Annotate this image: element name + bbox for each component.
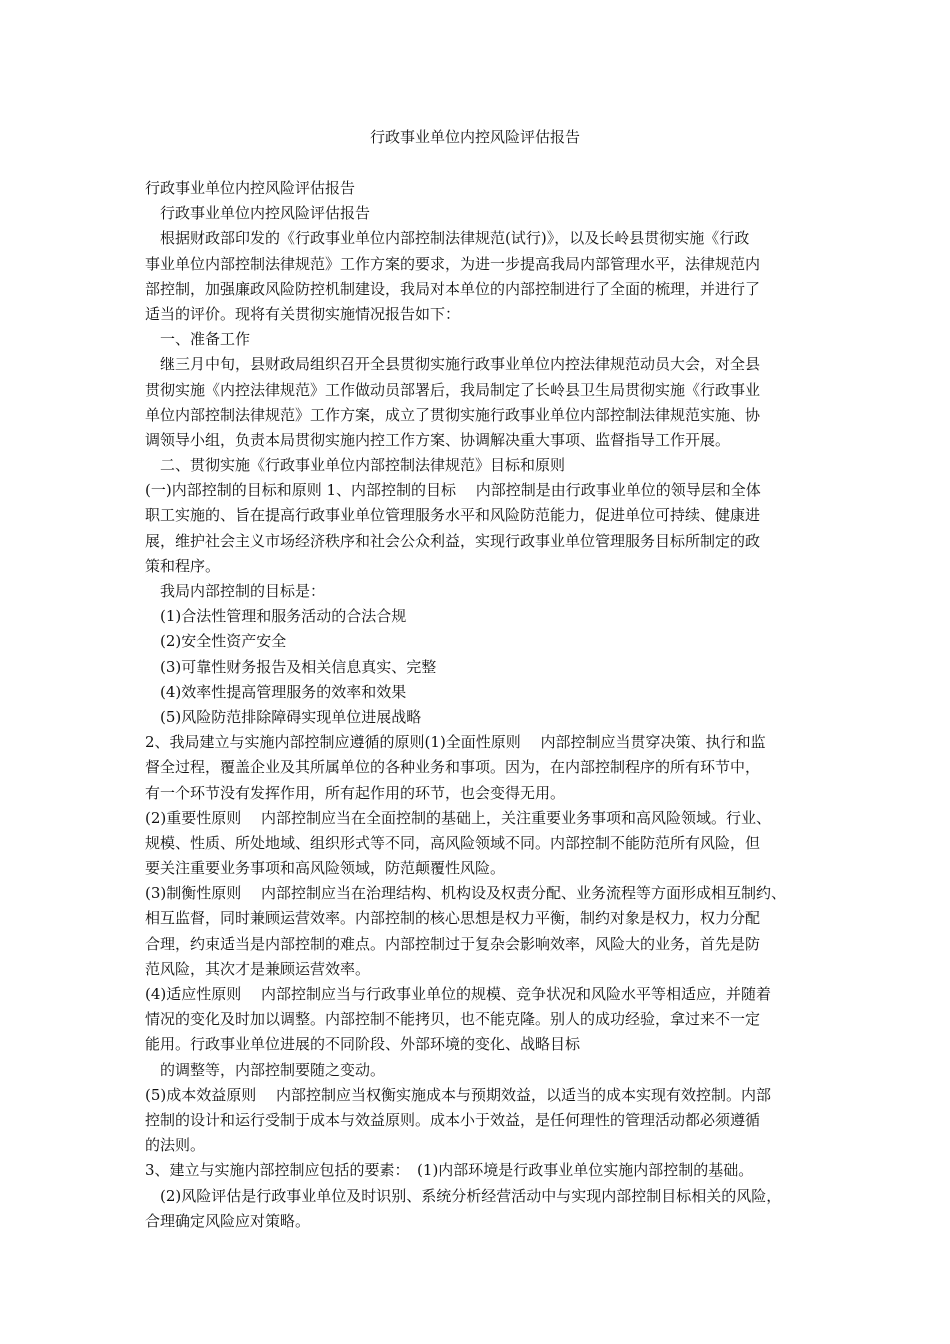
paragraph-line: (2)重要性原则 内部控制应当在全面控制的基础上，关注重要业务事项和高风险领域。行业、 xyxy=(145,808,772,827)
paragraph-line: (4)适应性原则 内部控制应当与行政事业单位的规模、竞争状况和风险水平等相适应，并随着 xyxy=(145,985,772,1003)
document-body xyxy=(145,176,805,1234)
paragraph-line: 继三月中旬，县财政局组织召开全县贯彻实施行政事业单位内控法律规范动员大会，对全县 xyxy=(145,355,761,374)
paragraph-line: 的调整等，内部控制要随之变动。 xyxy=(145,1060,386,1079)
paragraph-line: 督全过程，覆盖企业及其所属单位的各种业务和事项。因为，在内部控制程序的所有环节中， xyxy=(145,758,761,777)
paragraph-line: 适当的评价。现将有关贯彻实施情况报告如下： xyxy=(145,304,461,323)
paragraph-line: 合理，约束适当是内部控制的难点。内部控制过于复杂会影响效率，风险大的业务，首先是防 xyxy=(145,934,761,953)
document-title: 行政事业单位内控风险评估报告 xyxy=(369,128,580,146)
paragraph-line: (2)风险评估是行政事业单位及时识别、系统分析经营活动中与实现内部控制目标相关的风险， xyxy=(145,1186,782,1205)
paragraph-line: 规模、性质、所处地域、组织形式等不同，高风险领域不同。内部控制不能防范所有风险，但 xyxy=(145,833,761,852)
paragraph-line: 控制的设计和运行受制于成本与效益原则。成本小于效益，是任何理性的管理活动都必须遵循 xyxy=(145,1110,761,1129)
paragraph-line: (5)风险防范排除障碍实现单位进展战略 xyxy=(145,707,422,726)
paragraph-line: 相互监督，同时兼顾运营效率。内部控制的核心思想是权力平衡，制约对象是权力，权力分配 xyxy=(145,909,761,928)
paragraph-line: 2、我局建立与实施内部控制应遵循的原则(1)全面性原则 内部控制应当贯穿决策、执行和监 xyxy=(145,733,766,752)
paragraph-line: (一)内部控制的目标和原则 1、内部控制的目标 内部控制是由行政事业单位的领导层和全体 xyxy=(145,481,761,500)
paragraph-line: 展，维护社会主义市场经济秩序和社会公众利益，实现行政事业单位管理服务目标所制定的政 xyxy=(145,531,761,550)
paragraph-line: 3、建立与实施内部控制应包括的要素： (1)内部环境是行政事业单位实施内部控制的基础。 xyxy=(145,1161,754,1180)
paragraph-line: (5)成本效益原则 内部控制应当权衡实施成本与预期效益，以适当的成本实现有效控制。内部 xyxy=(145,1085,772,1104)
paragraph-line: 事业单位内部控制法律规范》工作方案的要求，为进一步提高我局内部管理水平，法律规范内 xyxy=(145,254,761,273)
paragraph-line: (1)合法性管理和服务活动的合法合规 xyxy=(145,607,407,626)
paragraph-line: (2)安全性资产安全 xyxy=(145,632,287,651)
paragraph-line: 调领导小组，负责本局贯彻实施内控工作方案、协调解决重大事项、监督指导工作开展。 xyxy=(145,430,731,449)
paragraph-line: 行政事业单位内控风险评估报告 xyxy=(145,179,356,197)
paragraph-line: 要关注重要业务事项和高风险领域，防范颠覆性风险。 xyxy=(145,859,506,878)
paragraph-line: 行政事业单位内控风险评估报告 xyxy=(145,204,371,223)
paragraph-line: (3)制衡性原则 内部控制应当在治理结构、机构设及权责分配、业务流程等方面形成相互制约、 xyxy=(145,884,787,903)
paragraph-line: 一、准备工作 xyxy=(145,330,251,349)
paragraph-line: 策和程序。 xyxy=(145,556,221,575)
paragraph-line: 二、贯彻实施《行政事业单位内部控制法律规范》目标和原则 xyxy=(145,456,566,475)
paragraph-line: 的法则。 xyxy=(145,1136,206,1155)
paragraph-line: 根据财政部印发的《行政事业单位内部控制法律规范(试行)》，以及长岭县贯彻实施《行政 xyxy=(145,229,750,248)
paragraph-line: 单位内部控制法律规范》工作方案，成立了贯彻实施行政事业单位内部控制法律规范实施、协 xyxy=(145,405,761,424)
paragraph-line: 我局内部控制的目标是： xyxy=(145,582,326,600)
paragraph-line: 贯彻实施《内控法律规范》工作做动员部署后，我局制定了长岭县卫生局贯彻实施《行政事业 xyxy=(145,380,761,399)
paragraph-line: 部控制，加强廉政风险防控机制建设，我局对本单位的内部控制进行了全面的梳理，并进行了 xyxy=(145,279,761,298)
paragraph-line: 情况的变化及时加以调整。内部控制不能拷贝，也不能克隆。别人的成功经验，拿过来不一定 xyxy=(145,1010,761,1029)
paragraph-line: (3)可靠性财务报告及相关信息真实、完整 xyxy=(145,657,437,676)
paragraph-line: 合理确定风险应对策略。 xyxy=(145,1211,311,1230)
paragraph-line: 职工实施的、旨在提高行政事业单位管理服务水平和风险防范能力，促进单位可持续、健康进 xyxy=(145,506,761,525)
paragraph-line: 范风险，其次才是兼顾运营效率。 xyxy=(145,959,371,978)
paragraph-line: 有一个环节没有发挥作用，所有起作用的环节，也会变得无用。 xyxy=(145,783,566,802)
paragraph-line: 能用。行政事业单位进展的不同阶段、外部环境的变化、战略目标 xyxy=(145,1035,581,1054)
paragraph-line: (4)效率性提高管理服务的效率和效果 xyxy=(145,682,407,701)
